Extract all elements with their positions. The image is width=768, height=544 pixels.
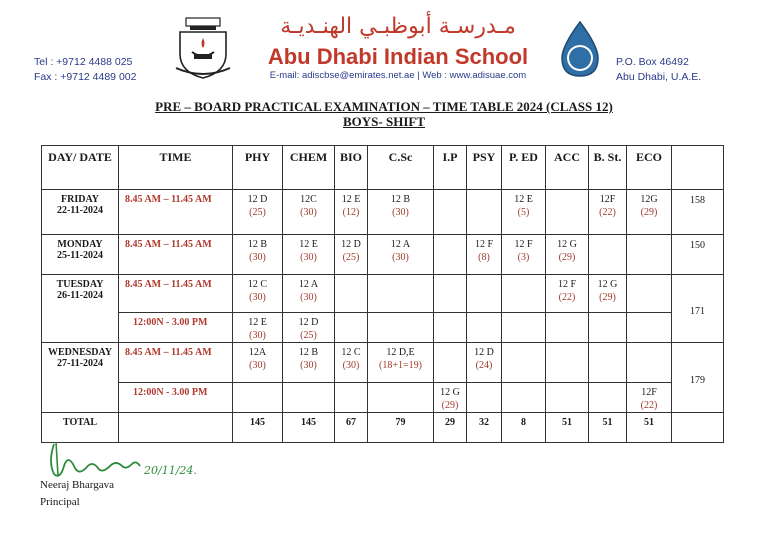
class-section: 12 D (341, 239, 361, 250)
principal-title: Principal (40, 496, 80, 508)
student-count: (30) (249, 330, 266, 341)
exam-date: 22-11-2024 (56, 205, 104, 216)
exam-cell (283, 313, 335, 343)
class-section: 12 E (248, 317, 267, 328)
student-count: (3) (517, 252, 530, 263)
exam-cell (589, 275, 627, 313)
principal-name: Neeraj Bhargava (40, 479, 115, 491)
exam-cell (335, 190, 368, 235)
exam-cell (502, 275, 546, 313)
exam-cell (434, 275, 467, 313)
day-date-cell (42, 190, 119, 235)
exam-cell (467, 235, 502, 275)
header-session-total (672, 146, 724, 190)
student-count: (29) (599, 292, 616, 303)
subject-total: 145 (283, 413, 335, 443)
header-time: TIME (119, 146, 233, 190)
hold-that-drop-badge (558, 20, 602, 78)
total-sum-blank (672, 413, 724, 443)
header-subject: PHY (233, 146, 283, 190)
table-row (42, 275, 724, 313)
exam-cell (335, 275, 368, 313)
exam-cell (627, 343, 672, 383)
exam-cell (368, 275, 434, 313)
student-count: (8) (478, 252, 490, 263)
exam-cell (546, 383, 589, 413)
header-subject: ACC (546, 146, 589, 190)
student-count: (25) (342, 252, 360, 263)
class-section: 12F (641, 387, 657, 398)
exam-cell (233, 343, 283, 383)
header-subject: CHEM (283, 146, 335, 190)
letterhead-contact-left (34, 55, 136, 85)
exam-cell (467, 343, 502, 383)
telephone: Tel : +9712 4488 025 (34, 56, 133, 68)
student-count: (30) (392, 207, 409, 218)
header-day-date: DAY/ DATE (42, 146, 119, 190)
exam-cell (434, 383, 467, 413)
header-subject: PSY (467, 146, 502, 190)
day-date-cell (42, 275, 119, 343)
exam-cell (434, 343, 467, 383)
class-section: 12F (599, 194, 616, 205)
exam-cell (283, 343, 335, 383)
header-subject: ECO (627, 146, 672, 190)
class-section: 12 F (557, 279, 577, 290)
school-email-web: E-mail: adiscbse@emirates.net.ae | Web : www.adisuae.com (269, 70, 527, 81)
exam-cell (233, 235, 283, 275)
subject-total: 29 (434, 413, 467, 443)
exam-cell (233, 190, 283, 235)
exam-date: 26-11-2024 (56, 290, 104, 301)
exam-cell (546, 235, 589, 275)
class-section: 12 B (247, 239, 268, 250)
time-slot: 8.45 AM – 11.45 AM (119, 190, 233, 235)
exam-cell (335, 313, 368, 343)
class-section: 12 F (514, 239, 533, 250)
exam-cell (335, 235, 368, 275)
exam-cell (546, 275, 589, 313)
po-box: P.O. Box 46492 (616, 56, 689, 68)
student-count: (22) (558, 292, 576, 303)
exam-cell (502, 190, 546, 235)
class-section: 12 D (474, 347, 494, 358)
student-count: (18+1=19) (379, 360, 422, 371)
student-count: (30) (342, 360, 360, 371)
subject-total: 32 (467, 413, 502, 443)
student-count: (30) (300, 252, 317, 263)
class-section: 12 A (298, 279, 319, 290)
header-subject: C.Sc (368, 146, 434, 190)
exam-cell (589, 313, 627, 343)
class-section: 12 D,E (386, 347, 415, 358)
student-count: (30) (300, 292, 317, 303)
exam-cell (467, 313, 502, 343)
student-count: (22) (640, 400, 658, 411)
total-label: TOTAL (42, 413, 119, 443)
subject-total: 51 (627, 413, 672, 443)
exam-cell (233, 313, 283, 343)
exam-cell (627, 313, 672, 343)
class-section: 12G (640, 194, 658, 205)
student-count: (30) (249, 360, 266, 371)
exam-cell (368, 313, 434, 343)
student-count: (30) (249, 292, 266, 303)
class-section: 12C (300, 194, 317, 205)
exam-cell (546, 343, 589, 383)
exam-cell (589, 383, 627, 413)
exam-cell (627, 275, 672, 313)
header-subject: BIO (335, 146, 368, 190)
document-subtitle: BOYS- SHIFT (343, 114, 425, 129)
exam-cell (502, 383, 546, 413)
exam-cell (434, 313, 467, 343)
student-count: (30) (300, 207, 317, 218)
class-section: 12 D (247, 194, 268, 205)
student-count: (25) (300, 330, 317, 341)
day-name: FRIDAY (61, 194, 99, 205)
subject-total: 79 (368, 413, 434, 443)
class-section: 12 G (557, 239, 577, 250)
student-count: (25) (249, 207, 266, 218)
time-slot: 12:00N - 3.00 PM (119, 383, 233, 413)
exam-cell (233, 383, 283, 413)
student-count: (12) (342, 207, 360, 218)
subject-total: 51 (546, 413, 589, 443)
exam-cell (368, 190, 434, 235)
class-section: 12 C (341, 347, 361, 358)
exam-cell (546, 313, 589, 343)
day-date-cell (42, 343, 119, 413)
exam-cell (589, 235, 627, 275)
table-row (42, 235, 724, 275)
exam-timetable (41, 145, 724, 443)
class-section: 12 G (440, 387, 460, 398)
exam-cell (467, 383, 502, 413)
day-date-cell (42, 235, 119, 275)
exam-cell (434, 235, 467, 275)
letterhead-contact-right (616, 55, 701, 85)
exam-cell (627, 235, 672, 275)
session-total: 158 (672, 190, 724, 235)
class-section: 12A (248, 347, 267, 358)
school-name-english: Abu Dhabi Indian School (267, 44, 529, 69)
exam-cell (368, 383, 434, 413)
subject-total: 8 (502, 413, 546, 443)
exam-cell (546, 190, 589, 235)
exam-cell (627, 190, 672, 235)
header-subject: I.P (434, 146, 467, 190)
exam-cell (467, 190, 502, 235)
exam-cell (283, 275, 335, 313)
class-section: 12 F (474, 239, 494, 250)
exam-cell (368, 235, 434, 275)
exam-cell (335, 343, 368, 383)
time-slot: 8.45 AM – 11.45 AM (119, 343, 233, 383)
class-section: 12 E (341, 194, 361, 205)
day-name: MONDAY (57, 239, 103, 250)
exam-cell (589, 190, 627, 235)
exam-cell (283, 190, 335, 235)
class-section: 12 E (299, 239, 318, 250)
session-total: 171 (672, 275, 724, 343)
table-row (42, 383, 724, 413)
svg-text:20/11/24.: 20/11/24. (144, 464, 197, 477)
school-crest-logo (172, 16, 234, 80)
school-name-arabic: مـدرسـة أبوظبـي الهنـديـة (280, 14, 516, 39)
class-section: 12 C (247, 279, 268, 290)
table-row (42, 313, 724, 343)
table-row (42, 343, 724, 383)
exam-cell (627, 383, 672, 413)
class-section: 12 E (514, 194, 533, 205)
exam-cell (283, 235, 335, 275)
document-title: PRE – BOARD PRACTICAL EXAMINATION – TIME TABLE 2024 (CLASS 12) (155, 99, 613, 114)
class-section: 12 B (298, 347, 319, 358)
class-section: 12 G (597, 279, 618, 290)
exam-cell (368, 343, 434, 383)
table-row (42, 190, 724, 235)
student-count: (5) (517, 207, 530, 218)
time-slot: 12:00N - 3.00 PM (119, 313, 233, 343)
session-total: 150 (672, 235, 724, 275)
student-count: (29) (558, 252, 576, 263)
exam-cell (434, 190, 467, 235)
table-header-row (42, 146, 724, 190)
class-section: 12 A (390, 239, 411, 250)
exam-cell (335, 383, 368, 413)
student-count: (24) (475, 360, 493, 371)
header-subject: B. St. (589, 146, 627, 190)
student-count: (30) (249, 252, 266, 263)
student-count: (29) (640, 207, 658, 218)
exam-date: 25-11-2024 (56, 250, 104, 261)
class-section: 12 D (298, 317, 319, 328)
city: Abu Dhabi, U.A.E. (616, 71, 702, 83)
exam-cell (233, 275, 283, 313)
student-count: (30) (300, 360, 317, 371)
fax: Fax : +9712 4489 002 (34, 71, 137, 83)
student-count: (30) (392, 252, 409, 263)
time-slot: 8.45 AM – 11.45 AM (119, 235, 233, 275)
exam-date: 27-11-2024 (56, 358, 104, 369)
exam-cell (283, 383, 335, 413)
student-count: (22) (599, 207, 616, 218)
day-name: WEDNESDAY (47, 347, 113, 358)
time-slot: 8.45 AM – 11.45 AM (119, 275, 233, 313)
exam-cell (589, 343, 627, 383)
day-name: TUESDAY (56, 279, 104, 290)
student-count: (29) (441, 400, 459, 411)
class-section: 12 B (390, 194, 411, 205)
exam-cell (502, 343, 546, 383)
subject-total: 67 (335, 413, 368, 443)
subject-total: 145 (233, 413, 283, 443)
subject-total: 51 (589, 413, 627, 443)
exam-cell (502, 235, 546, 275)
header-subject: P. ED (502, 146, 546, 190)
exam-cell (502, 313, 546, 343)
session-total: 179 (672, 343, 724, 413)
exam-cell (467, 275, 502, 313)
